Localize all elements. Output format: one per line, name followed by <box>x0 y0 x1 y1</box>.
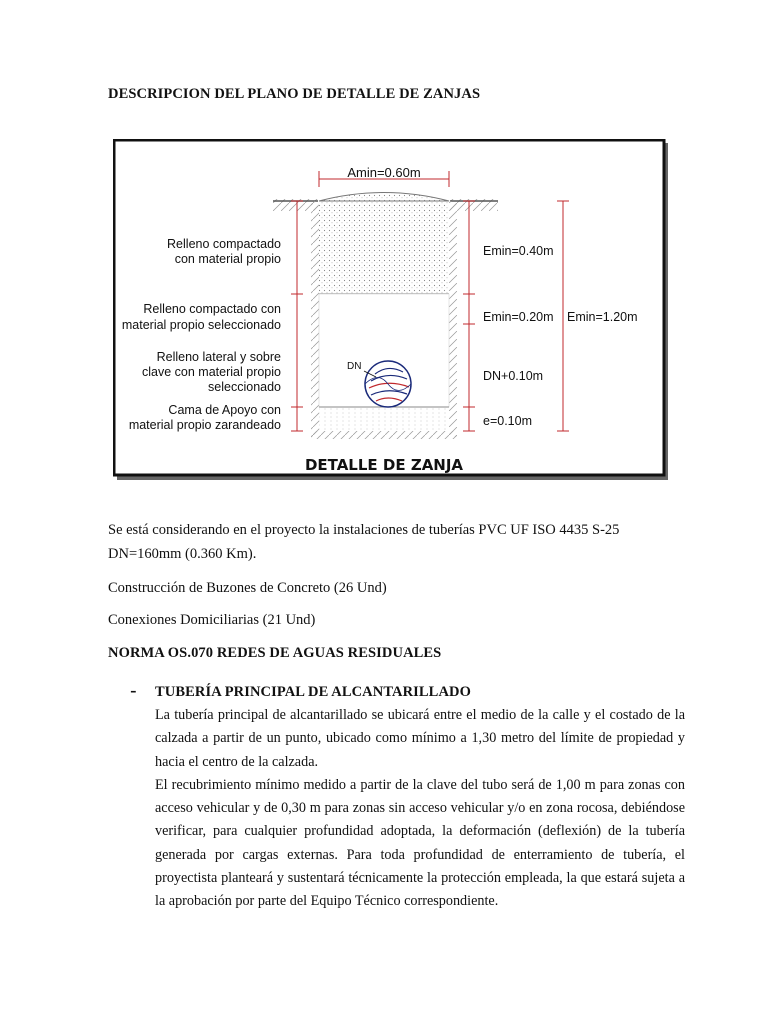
dim-emin-120: Emin=1.20m <box>567 310 638 324</box>
dim-e-010: e=0.10m <box>483 414 532 428</box>
section-subtitle: TUBERÍA PRINCIPAL DE ALCANTARILLADO <box>155 684 471 700</box>
label-cama-apoyo-1: Cama de Apoyo con <box>168 403 281 417</box>
dim-dn-010: DN+0.10m <box>483 369 544 383</box>
trench-wall-right <box>449 201 457 437</box>
label-relleno-lateral-1: Relleno lateral y sobre <box>156 350 281 364</box>
label-relleno-seleccionado-2: material propio seleccionado <box>121 318 281 332</box>
label-relleno-compactado-1: Relleno compactado <box>167 237 281 251</box>
norma-title: NORMA OS.070 REDES DE AGUAS RESIDUALES <box>108 645 442 661</box>
project-buzones: Construcción de Buzones de Concreto (26 Und) <box>108 580 387 596</box>
dim-emin-040: Emin=0.40m <box>483 244 554 258</box>
label-relleno-lateral-3: seleccionado <box>208 380 281 394</box>
trench-diagram <box>113 139 670 482</box>
dn-label: DN <box>347 361 362 372</box>
bedding-layer <box>319 407 449 431</box>
page-title: DESCRIPCION DEL PLANO DE DETALLE DE ZANJAS <box>108 86 481 102</box>
paragraph-2: El recubrimiento mínimo medido a partir de la clave del tubo será de 1,00 m para zonas con acceso vehicular y de 0,30 m para zonas sin acceso vehicular y/o en zona rocosa, debiéndose verificar, para cualquier profundidad adoptada, la deformación (deflexión) de la tubería generada por cargas externas. Para toda profundidad de enterramiento de tubería, el proyectista planteará y sustentará técnicamente la protección empleada, la que estará sujeta a la aprobación por parte del Equipo Técnico correspondiente. <box>155 776 685 910</box>
project-line-2: DN=160mm (0.360 Km). <box>108 546 257 562</box>
section-body <box>155 704 685 914</box>
project-line-1: Se está considerando en el proyecto la instalaciones de tuberías PVC UF ISO 4435 S-25 <box>108 522 620 538</box>
trench-bottom <box>311 431 457 439</box>
dim-emin-020: Emin=0.20m <box>483 310 554 324</box>
trench-detail-figure <box>113 139 670 482</box>
pipe-symbol <box>365 361 411 407</box>
label-relleno-lateral-2: clave con material propio <box>142 365 281 379</box>
label-cama-apoyo-2: material propio zarandeado <box>128 418 281 432</box>
amin-label: Amin=0.60m <box>347 165 421 180</box>
figure-caption: DETALLE DE ZANJA <box>304 456 464 474</box>
label-relleno-compactado-2: con material propio <box>174 252 281 266</box>
project-conexiones: Conexiones Domiciliarias (21 Und) <box>108 612 316 628</box>
label-relleno-seleccionado-1: Relleno compactado con <box>143 302 281 316</box>
bullet-dash: - <box>130 680 137 702</box>
trench-wall-left <box>311 201 319 437</box>
paragraph-1: La tubería principal de alcantarillado se ubicará entre el medio de la calle y el costado de la calzada a partir de un punto, ubicado como mínimo a 1,30 metro del límite de propiedad y hacia el centro de la calzada. <box>155 707 685 770</box>
compacted-fill-layer <box>319 201 449 294</box>
